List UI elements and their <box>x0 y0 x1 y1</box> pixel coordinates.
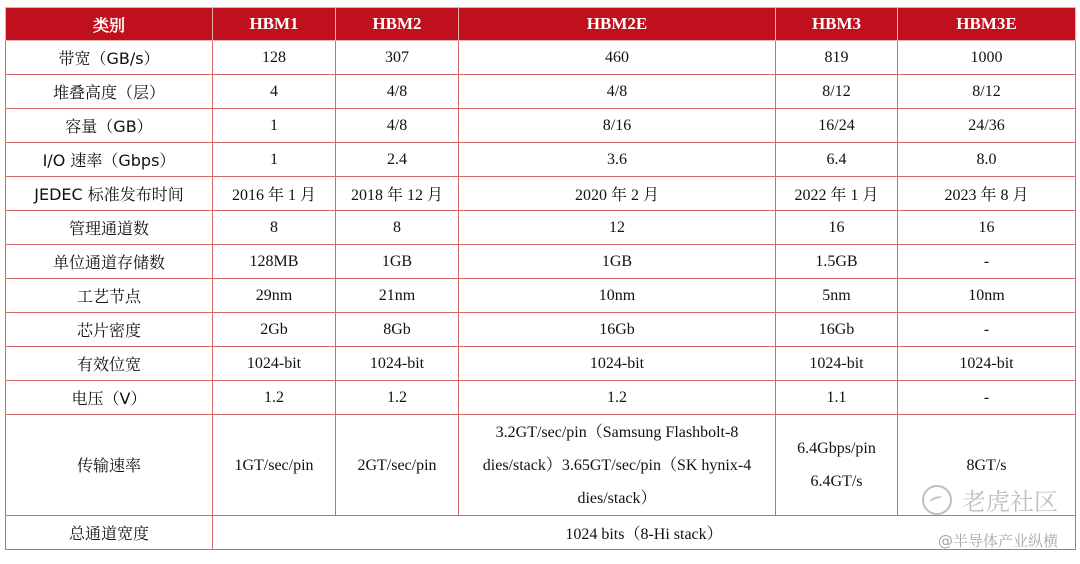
row-header-cell: 带宽（GB/s） <box>6 41 213 75</box>
header-cell: HBM3 <box>776 8 898 41</box>
table-cell: 8/12 <box>776 75 898 109</box>
table-row <box>6 177 1076 211</box>
table-cell: 307 <box>336 41 459 75</box>
table-cell: - <box>898 245 1076 279</box>
table-cell: 8/12 <box>898 75 1076 109</box>
table-cell: 2016 年 1 月 <box>213 177 336 211</box>
table-row <box>6 415 1076 516</box>
table-row <box>6 143 1076 177</box>
table-cell: 3.6 <box>459 143 776 177</box>
row-header-cell: 总通道宽度 <box>6 516 213 550</box>
table-cell: 2.4 <box>336 143 459 177</box>
table-cell: 2020 年 2 月 <box>459 177 776 211</box>
row-header-cell: I/O 速率（Gbps） <box>6 143 213 177</box>
table-cell: 1GB <box>336 245 459 279</box>
table-cell: 128MB <box>213 245 336 279</box>
table-cell: 1GT/sec/pin <box>213 415 336 516</box>
table-cell: 1GB <box>459 245 776 279</box>
table-row <box>6 41 1076 75</box>
tiger-logo-icon <box>922 485 952 515</box>
header-row <box>6 8 1076 41</box>
table-row <box>6 516 1076 550</box>
table-cell: 4/8 <box>459 75 776 109</box>
table-cell: 2GT/sec/pin <box>336 415 459 516</box>
table-cell: 1024-bit <box>776 347 898 381</box>
table-cell: 1024-bit <box>336 347 459 381</box>
table-cell: 21nm <box>336 279 459 313</box>
table-cell: 5nm <box>776 279 898 313</box>
table-cell: 8Gb <box>336 313 459 347</box>
row-header-cell: 芯片密度 <box>6 313 213 347</box>
table-cell: 8/16 <box>459 109 776 143</box>
table-cell: 8 <box>336 211 459 245</box>
table-cell: 1000 <box>898 41 1076 75</box>
watermark <box>922 482 1058 517</box>
table-row <box>6 313 1076 347</box>
row-header-cell: 工艺节点 <box>6 279 213 313</box>
table-row <box>6 381 1076 415</box>
table-row <box>6 245 1076 279</box>
table-row <box>6 75 1076 109</box>
table-cell: 8.0 <box>898 143 1076 177</box>
table-cell: 2Gb <box>213 313 336 347</box>
table-cell: 16Gb <box>776 313 898 347</box>
table-cell: 8GT/s <box>898 415 1076 516</box>
table-cell: 8 <box>213 211 336 245</box>
table-cell: 1.2 <box>213 381 336 415</box>
table-cell: 4/8 <box>336 109 459 143</box>
table-cell: 3.2GT/sec/pin（Samsung Flashbolt-8 dies/stack）3.65GT/sec/pin（SK hynix-4 dies/stack） <box>459 415 776 516</box>
table-cell: 6.4 <box>776 143 898 177</box>
table-cell: 6.4Gbps/pin 6.4GT/s <box>776 415 898 516</box>
table-cell: 29nm <box>213 279 336 313</box>
table-cell: 1 <box>213 109 336 143</box>
table-cell: 12 <box>459 211 776 245</box>
row-header-cell: 有效位宽 <box>6 347 213 381</box>
table-cell: 16 <box>776 211 898 245</box>
row-header-cell: 传输速率 <box>6 415 213 516</box>
table-cell: 24/36 <box>898 109 1076 143</box>
watermark-text: 老虎社区 <box>962 488 1058 516</box>
table-cell: 16Gb <box>459 313 776 347</box>
table-cell: 1024-bit <box>898 347 1076 381</box>
table-cell: 1 <box>213 143 336 177</box>
row-header-cell: 堆叠高度（层） <box>6 75 213 109</box>
header-cell: HBM2 <box>336 8 459 41</box>
header-cell: HBM3E <box>898 8 1076 41</box>
table-row <box>6 211 1076 245</box>
table-cell: 460 <box>459 41 776 75</box>
header-cell: HBM1 <box>213 8 336 41</box>
table-cell: - <box>898 313 1076 347</box>
table-cell: 819 <box>776 41 898 75</box>
table-cell: 16/24 <box>776 109 898 143</box>
table-cell: 1.1 <box>776 381 898 415</box>
header-cell: 类别 <box>6 8 213 41</box>
source-credit: @半导体产业纵横 <box>937 532 1058 550</box>
row-header-cell: JEDEC 标准发布时间 <box>6 177 213 211</box>
table-cell: 10nm <box>898 279 1076 313</box>
table-cell: 1024 bits（8-Hi stack） <box>213 516 1076 550</box>
table-cell: - <box>898 381 1076 415</box>
table-cell: 1024-bit <box>459 347 776 381</box>
table-cell: 1.2 <box>336 381 459 415</box>
table-row <box>6 109 1076 143</box>
table-row <box>6 347 1076 381</box>
row-header-cell: 电压（V） <box>6 381 213 415</box>
table-cell: 1.5GB <box>776 245 898 279</box>
table-cell: 128 <box>213 41 336 75</box>
row-header-cell: 容量（GB） <box>6 109 213 143</box>
table-cell: 2018 年 12 月 <box>336 177 459 211</box>
hbm-comparison-table <box>5 7 1076 550</box>
row-header-cell: 管理通道数 <box>6 211 213 245</box>
table-cell: 10nm <box>459 279 776 313</box>
table-cell: 1.2 <box>459 381 776 415</box>
table-cell: 4/8 <box>336 75 459 109</box>
header-cell: HBM2E <box>459 8 776 41</box>
table-cell: 4 <box>213 75 336 109</box>
table-cell: 1024-bit <box>213 347 336 381</box>
table-cell: 16 <box>898 211 1076 245</box>
table-cell: 2023 年 8 月 <box>898 177 1076 211</box>
row-header-cell: 单位通道存储数 <box>6 245 213 279</box>
table-row <box>6 279 1076 313</box>
table-cell: 2022 年 1 月 <box>776 177 898 211</box>
